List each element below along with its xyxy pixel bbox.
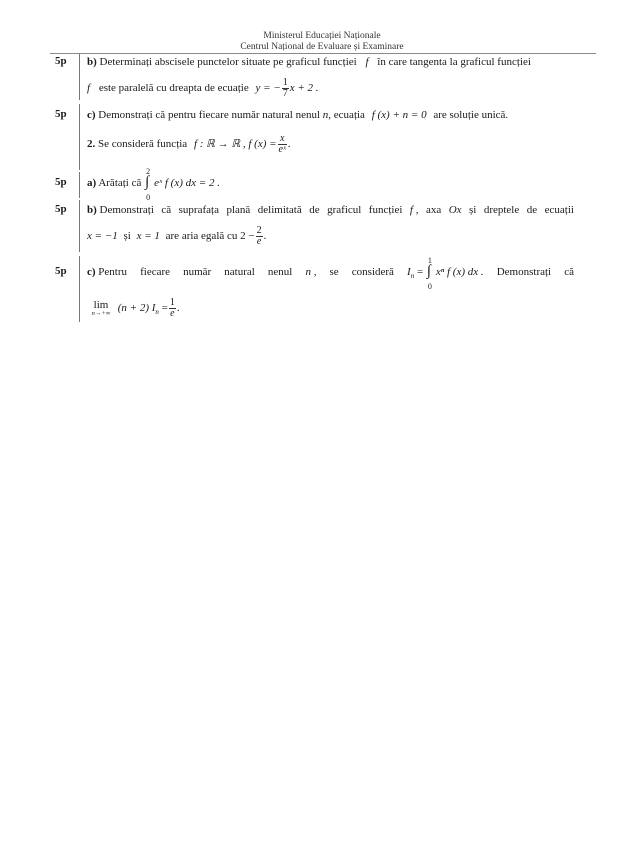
word: Pentru bbox=[98, 266, 128, 278]
math-expr: = bbox=[161, 302, 168, 315]
word: consideră bbox=[351, 266, 394, 278]
word: că bbox=[161, 204, 172, 216]
item-label: c) bbox=[87, 266, 96, 278]
item-text: în care tangenta la graficul funcției bbox=[377, 56, 531, 68]
int-upper: 2 bbox=[146, 167, 151, 177]
column-divider bbox=[79, 172, 80, 198]
integral-sign: ∫ 1 0 bbox=[427, 265, 435, 279]
fraction bbox=[256, 226, 263, 247]
word: graficul bbox=[327, 204, 362, 216]
math-expr: x = −1 bbox=[87, 230, 118, 243]
header-rule bbox=[50, 53, 596, 54]
frac-den: e bbox=[170, 308, 175, 319]
item-text: , ecuația bbox=[328, 109, 365, 121]
problem-number: 2. bbox=[87, 138, 96, 151]
item-2b-line2 bbox=[87, 226, 266, 247]
column-divider bbox=[79, 200, 80, 252]
limit-operator bbox=[87, 300, 115, 317]
lim-word: lim bbox=[93, 299, 109, 311]
word: Demonstrați bbox=[99, 204, 154, 216]
word: plană bbox=[226, 204, 251, 216]
item-label: a) bbox=[87, 177, 97, 189]
word: număr bbox=[183, 266, 212, 278]
word: suprafața bbox=[178, 204, 219, 216]
item-label: b) bbox=[87, 204, 97, 216]
word: natural bbox=[224, 266, 255, 278]
problem-2-statement bbox=[87, 134, 291, 155]
fraction bbox=[282, 78, 289, 99]
item-text: Se consideră funcția bbox=[98, 138, 188, 151]
item-text: Determinați abscisele punctelor situate pe graficul funcției bbox=[99, 56, 357, 68]
item-2a-line bbox=[87, 167, 220, 203]
math-var: f , bbox=[409, 204, 419, 216]
word: că bbox=[564, 266, 574, 278]
int-upper: 1 bbox=[427, 256, 432, 266]
item-2b-line1 bbox=[87, 203, 574, 217]
math-expr: (n + 2) I bbox=[117, 302, 156, 315]
math-sub: n bbox=[410, 272, 415, 280]
math-expr: x + 2 . bbox=[289, 82, 319, 95]
int-lower: 0 bbox=[146, 193, 151, 203]
math-var: f bbox=[365, 56, 369, 68]
word: de bbox=[309, 204, 320, 216]
item-1c-line bbox=[87, 108, 508, 122]
math-var: I bbox=[407, 266, 411, 278]
word: de bbox=[526, 204, 538, 216]
frac-den: 7 bbox=[282, 88, 288, 99]
points-label: 5p bbox=[55, 203, 67, 215]
frac-num: x bbox=[278, 134, 287, 145]
math-var: n , bbox=[305, 266, 317, 278]
document-header bbox=[0, 31, 644, 53]
word: și bbox=[469, 204, 477, 216]
fraction bbox=[278, 134, 287, 155]
item-2c-line1: c) Pentru fiecare număr natural nenul n , se consideră $I_n$ = ∫ 1 0 xⁿ f (x) dx . Demonstrați că bbox=[87, 265, 574, 283]
item-text: Demonstrați că pentru fiecare număr natural nenul bbox=[98, 109, 321, 121]
word: ecuații bbox=[544, 204, 574, 216]
lim-under: n→+∞ bbox=[91, 310, 111, 317]
word: se bbox=[329, 266, 339, 278]
word: și bbox=[123, 230, 131, 243]
item-label: c) bbox=[87, 109, 96, 121]
punct: . bbox=[287, 138, 291, 151]
word: delimitată bbox=[257, 204, 302, 216]
item-text: are soluție unică. bbox=[433, 109, 509, 121]
word: dreptele bbox=[483, 204, 520, 216]
word: fiecare bbox=[140, 266, 171, 278]
points-label: 5p bbox=[55, 265, 67, 277]
math-expr: x = 1 bbox=[136, 230, 160, 243]
math-expr: y = − bbox=[255, 82, 281, 95]
fraction bbox=[169, 298, 176, 319]
frac-num: 2 bbox=[256, 225, 262, 236]
column-divider bbox=[79, 256, 80, 322]
math-var: Ox bbox=[448, 204, 462, 216]
int-lower: 0 bbox=[427, 282, 432, 292]
header-center: Centrul Național de Evaluare și Examinare bbox=[240, 42, 404, 52]
frac-num: 1 bbox=[282, 77, 288, 88]
math-var: f bbox=[87, 82, 91, 95]
item-label: b) bbox=[87, 56, 97, 68]
math-expr: xⁿ f (x) dx . bbox=[435, 266, 484, 278]
frac-den: eˣ bbox=[278, 144, 286, 155]
punct: . bbox=[263, 230, 267, 243]
math-expr: f : ℝ → ℝ , bbox=[193, 138, 246, 151]
word: nenul bbox=[267, 266, 293, 278]
points-label: 5p bbox=[55, 55, 67, 67]
points-label: 5p bbox=[55, 176, 67, 188]
header-ministry: Ministerul Educației Naționale bbox=[263, 31, 381, 41]
item-text: este paralelă cu dreapta de ecuație bbox=[98, 82, 249, 95]
column-divider bbox=[79, 104, 80, 170]
integral-sign: ∫ 2 0 bbox=[145, 176, 153, 190]
punct: . bbox=[176, 302, 180, 315]
item-1b-line1 bbox=[87, 55, 531, 69]
math-expr: eˣ f (x) dx = 2 . bbox=[154, 177, 220, 189]
frac-den: e bbox=[256, 236, 262, 247]
item-text: are aria egală cu bbox=[165, 230, 238, 243]
item-text: Arătați că bbox=[98, 177, 142, 189]
math-expr: f (x) + n = 0 bbox=[371, 109, 427, 121]
item-2c-line2 bbox=[87, 298, 180, 319]
word: axa bbox=[425, 204, 442, 216]
math-expr: f (x) = bbox=[248, 138, 277, 151]
points-label: 5p bbox=[55, 108, 67, 120]
word: funcției bbox=[368, 204, 403, 216]
math-sub: n bbox=[155, 308, 159, 317]
frac-num: 1 bbox=[169, 297, 175, 308]
math-expr: 2 − bbox=[240, 230, 255, 243]
math-var: n bbox=[322, 109, 329, 121]
item-1b-line2 bbox=[87, 78, 319, 99]
column-divider bbox=[79, 54, 80, 100]
word: Demonstrați bbox=[496, 266, 552, 278]
